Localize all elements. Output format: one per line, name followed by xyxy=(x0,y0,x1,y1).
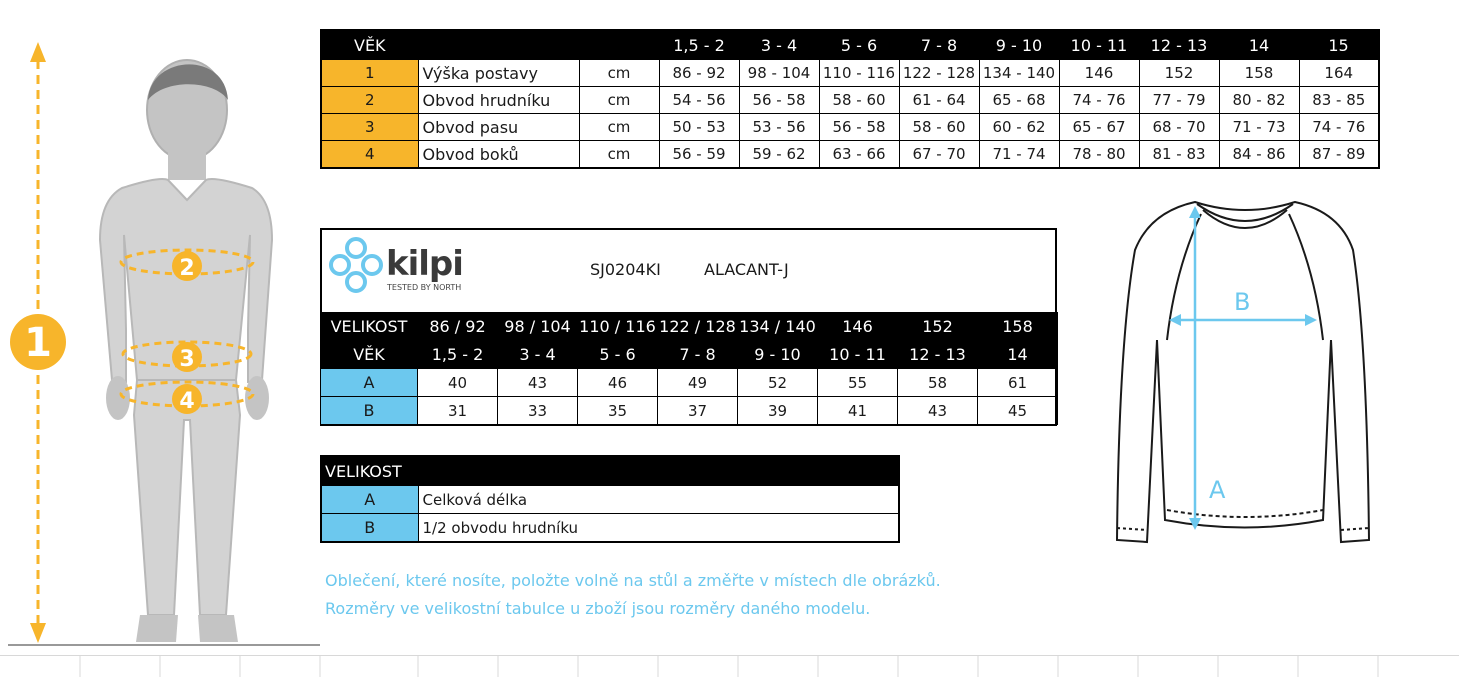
size-header-cell: 122 / 128 xyxy=(658,312,738,340)
row-unit: cm xyxy=(579,87,659,114)
kilpi-logo-icon xyxy=(328,236,384,294)
waist-marker: 3 xyxy=(179,347,195,372)
age-header-cell: 7 - 8 xyxy=(658,340,738,369)
age-header-cell: 9 - 10 xyxy=(738,340,818,369)
size-header-row xyxy=(321,312,1058,340)
garment-label-a: A xyxy=(1209,476,1226,504)
garment-label-b: B xyxy=(1234,288,1251,316)
row-number: 1 xyxy=(321,60,418,87)
table-cell: 164 xyxy=(1299,60,1379,87)
table-cell: 71 - 74 xyxy=(979,141,1059,169)
table-cell: 146 xyxy=(1059,60,1139,87)
shirt-sketch xyxy=(1105,190,1385,560)
table-cell: 71 - 73 xyxy=(1219,114,1299,141)
age-header-cell: 15 xyxy=(1299,30,1379,60)
row-label: Výška postavy xyxy=(418,60,579,87)
table-cell: 59 - 62 xyxy=(739,141,819,169)
age-header-cell: 5 - 6 xyxy=(578,340,658,369)
measurement-legend-table xyxy=(320,455,900,543)
table-cell: 56 - 58 xyxy=(739,87,819,114)
table-cell: 49 xyxy=(658,369,738,397)
age-header-cell: 3 - 4 xyxy=(739,30,819,60)
row-number: 3 xyxy=(321,114,418,141)
table-cell: 84 - 86 xyxy=(1219,141,1299,169)
table-row xyxy=(321,514,899,543)
chest-marker: 2 xyxy=(179,256,195,281)
age-header-cell: 10 - 11 xyxy=(818,340,898,369)
row-number: 4 xyxy=(321,141,418,169)
table-cell: 50 - 53 xyxy=(659,114,739,141)
row-unit: cm xyxy=(579,114,659,141)
row-letter: B xyxy=(321,514,418,543)
product-name: ALACANT-J xyxy=(704,260,789,279)
table-cell: 45 xyxy=(978,397,1058,425)
table-cell: 58 - 60 xyxy=(819,87,899,114)
table-row xyxy=(321,486,899,514)
table-cell: 134 - 140 xyxy=(979,60,1059,87)
table-cell: 65 - 68 xyxy=(979,87,1059,114)
row-label: Obvod boků xyxy=(418,141,579,169)
row-letter: B xyxy=(321,397,418,425)
table-cell: 52 xyxy=(738,369,818,397)
legend-title: VELIKOST xyxy=(321,456,899,486)
child-figure xyxy=(0,0,320,677)
row-description: 1/2 obvodu hrudníku xyxy=(418,514,899,543)
table-row xyxy=(321,60,1379,87)
table-cell: 78 - 80 xyxy=(1059,141,1139,169)
row-number: 2 xyxy=(321,87,418,114)
table-cell: 87 - 89 xyxy=(1299,141,1379,169)
model-note: Rozměry ve velikostní tabulce u zboží jsou rozměry daného modelu. xyxy=(325,599,871,618)
table-cell: 40 xyxy=(418,369,498,397)
size-header-cell: 98 / 104 xyxy=(498,312,578,340)
table-cell: 63 - 66 xyxy=(819,141,899,169)
table-cell: 110 - 116 xyxy=(819,60,899,87)
table-row xyxy=(321,114,1379,141)
table-cell: 39 xyxy=(738,397,818,425)
table-cell: 61 - 64 xyxy=(899,87,979,114)
table-cell: 43 xyxy=(498,369,578,397)
table-cell: 77 - 79 xyxy=(1139,87,1219,114)
table-cell: 67 - 70 xyxy=(899,141,979,169)
size-header-cell: 86 / 92 xyxy=(418,312,498,340)
age-header-cell: 9 - 10 xyxy=(979,30,1059,60)
table-cell: 31 xyxy=(418,397,498,425)
table-cell: 81 - 83 xyxy=(1139,141,1219,169)
table-cell: 65 - 67 xyxy=(1059,114,1139,141)
size-header-cell: 146 xyxy=(818,312,898,340)
row-unit: cm xyxy=(579,141,659,169)
table-cell: 152 xyxy=(1139,60,1219,87)
age-label: VĚK xyxy=(321,30,418,60)
age-header-cell: 14 xyxy=(978,340,1058,369)
table-cell: 33 xyxy=(498,397,578,425)
size-header-cell: 152 xyxy=(898,312,978,340)
table-row xyxy=(321,141,1379,169)
age-header-cell: 5 - 6 xyxy=(819,30,899,60)
table-row xyxy=(321,397,1058,425)
age-header-cell: 3 - 4 xyxy=(498,340,578,369)
row-description: Celková délka xyxy=(418,486,899,514)
row-unit: cm xyxy=(579,60,659,87)
age-header-cell: 1,5 - 2 xyxy=(418,340,498,369)
row-letter: A xyxy=(321,486,418,514)
table-cell: 55 xyxy=(818,369,898,397)
table-row xyxy=(321,87,1379,114)
age-header-cell: 1,5 - 2 xyxy=(659,30,739,60)
product-size-table xyxy=(320,312,1058,425)
row-letter: A xyxy=(321,369,418,397)
product-code: SJ0204KI xyxy=(590,260,661,279)
age-header-cell: 10 - 11 xyxy=(1059,30,1139,60)
table-cell: 46 xyxy=(578,369,658,397)
table-cell: 56 - 59 xyxy=(659,141,739,169)
table-cell: 74 - 76 xyxy=(1299,114,1379,141)
age-header-cell: 7 - 8 xyxy=(899,30,979,60)
table-cell: 61 xyxy=(978,369,1058,397)
table-cell: 68 - 70 xyxy=(1139,114,1219,141)
table-cell: 41 xyxy=(818,397,898,425)
table-cell: 37 xyxy=(658,397,738,425)
age-header-cell: 14 xyxy=(1219,30,1299,60)
table-cell: 122 - 128 xyxy=(899,60,979,87)
table-cell: 158 xyxy=(1219,60,1299,87)
table-cell: 43 xyxy=(898,397,978,425)
table-cell: 53 - 56 xyxy=(739,114,819,141)
age-header-cell: 12 - 13 xyxy=(898,340,978,369)
brand-tagline: TESTED BY NORTH xyxy=(387,283,462,292)
table-cell: 54 - 56 xyxy=(659,87,739,114)
size-header-cell: 158 xyxy=(978,312,1058,340)
hip-marker: 4 xyxy=(179,389,195,414)
age-label: VĚK xyxy=(321,340,418,369)
table-cell: 35 xyxy=(578,397,658,425)
table-cell: 86 - 92 xyxy=(659,60,739,87)
brand-name: kilpi xyxy=(386,244,463,284)
row-label: Obvod hrudníku xyxy=(418,87,579,114)
size-label: VELIKOST xyxy=(321,312,418,340)
table-cell: 60 - 62 xyxy=(979,114,1059,141)
size-age-row xyxy=(321,340,1058,369)
measuring-note: Oblečení, které nosíte, položte volně na stůl a změřte v místech dle obrázků. xyxy=(325,571,941,590)
row-label: Obvod pasu xyxy=(418,114,579,141)
age-header-row xyxy=(321,30,1379,60)
height-marker: 1 xyxy=(24,320,52,366)
table-cell: 74 - 76 xyxy=(1059,87,1139,114)
table-row xyxy=(321,369,1058,397)
table-cell: 58 - 60 xyxy=(899,114,979,141)
size-header-cell: 110 / 116 xyxy=(578,312,658,340)
legend-header-row xyxy=(321,456,899,486)
table-cell: 83 - 85 xyxy=(1299,87,1379,114)
age-header-cell: 12 - 13 xyxy=(1139,30,1219,60)
table-cell: 58 xyxy=(898,369,978,397)
table-cell: 56 - 58 xyxy=(819,114,899,141)
age-measurement-table xyxy=(320,29,1380,169)
table-cell: 80 - 82 xyxy=(1219,87,1299,114)
table-cell: 98 - 104 xyxy=(739,60,819,87)
size-header-cell: 134 / 140 xyxy=(738,312,818,340)
bottom-ruler xyxy=(0,655,1459,677)
